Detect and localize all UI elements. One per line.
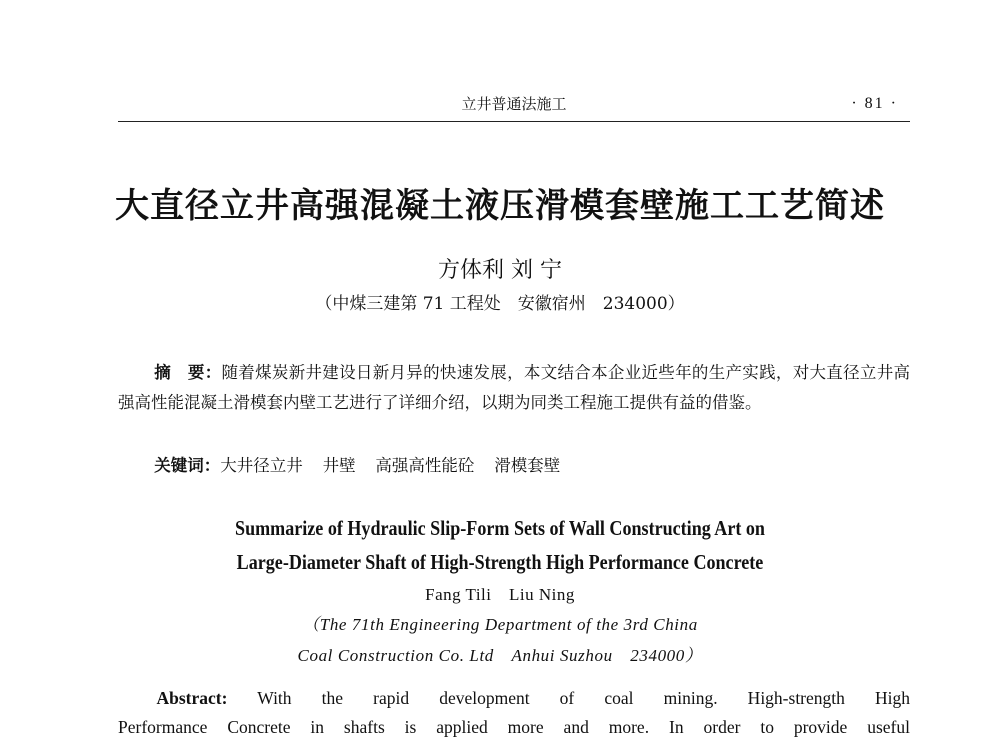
running-header: [118, 92, 910, 118]
keyword: 高强高性能砼: [375, 456, 475, 475]
english-abstract: [118, 684, 910, 742]
chinese-title: 大直径立井高强混凝土液压滑模套壁施工工艺简述: [115, 186, 885, 226]
chinese-abstract-text: 随着煤炭新井建设日新月异的快速发展，本文结合本企业近些年的生产实践，对大直径立井高强高性能混凝土滑模套内壁工艺进行了详细介绍，以期为同类工程施工提供有益的借鉴。: [118, 363, 911, 412]
header-rule: [118, 121, 910, 122]
english-title-line-1: Summarize of Hydraulic Slip-Form Sets of Wall Constructing Art on: [235, 516, 765, 540]
english-title-line-2: Large-Diameter Shaft of High-Strength High Performance Concrete: [236, 550, 764, 574]
english-authors: Fang Tili Liu Ning: [425, 585, 575, 604]
english-abstract-text-1: With the rapid development of coal mining. High-strength High: [257, 688, 910, 708]
english-abstract-line-1: [118, 684, 910, 713]
keyword: 大井径立井: [220, 456, 303, 475]
english-abstract-label: Abstract:: [156, 688, 228, 708]
english-affiliation-line-1: （The 71th Engineering Department of the 3rd China: [302, 615, 698, 634]
keyword: 井壁: [322, 456, 356, 475]
chinese-keywords: [118, 452, 910, 480]
keyword: 滑模套壁: [494, 456, 561, 475]
chinese-authors: 方体利 刘 宁: [438, 258, 562, 283]
running-header-title: 立井普通法施工: [461, 95, 567, 113]
chinese-abstract-label: 摘 要：: [154, 363, 222, 382]
english-abstract-line-2: Performance Concrete in shafts is applied more and more. In order to provide useful: [118, 717, 910, 737]
chinese-abstract: [118, 358, 910, 418]
chinese-affiliation: （中煤三建第 71 工程处 安徽宿州 234000）: [315, 294, 685, 314]
english-affiliation-line-2: Coal Construction Co. Ltd Anhui Suzhou 234000）: [297, 646, 703, 665]
page-number: · 81 ·: [851, 95, 898, 112]
chinese-keywords-label: 关键词：: [154, 456, 221, 475]
